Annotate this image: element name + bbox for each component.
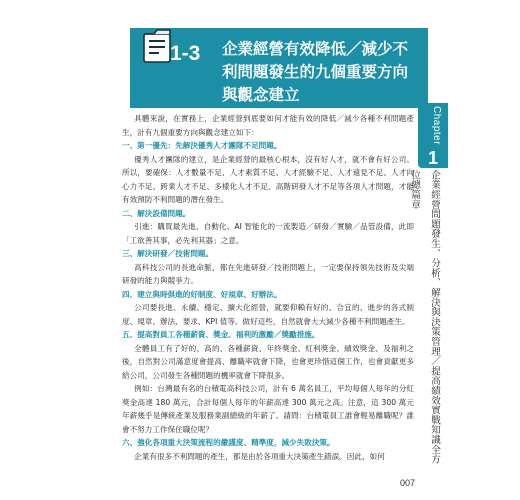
page-title: [222, 38, 422, 107]
chapter-number: 1: [427, 148, 438, 168]
chapter-label: Chapter: [431, 106, 442, 146]
section-paragraph: 例如：台灣最有名的台積電高科技公司，計有 6 萬名員工，平均每個人每年的分紅獎金高達 180 萬元，合計每個人每年的年薪高達 300 萬元之高。注意，這 300 萬元年薪幾乎是傳統產業及服務業副總級的年薪了。請問：台積電員工誰會輕易離職呢？誰會不努力工作保住職位呢？: [122, 384, 414, 434]
section-number: 1-3: [170, 42, 201, 65]
section-paragraph: 高科技公司的長進命脈，都在先進研發／技術問題上，一定要保持領先技術及尖端研發的能力與競爭力。: [122, 262, 414, 285]
section-heading: 五、提高對員工各種薪資、獎金、福利的激勵／獎勵措施。: [122, 330, 320, 339]
section-heading: 一、第一優先：先解決優秀人才團隊不足問題。: [122, 141, 282, 150]
page-number: 007: [400, 478, 416, 488]
intro-paragraph: 具體來說，在實務上，企業經營到底要如何才能有效的降低／減少各種不利問題產生，計有九個重要方向與觀念建立如下：: [122, 114, 414, 137]
section-heading: 六、強化各項重大決策流程的嚴謹度、精準度，減少失敗決策。: [122, 438, 335, 447]
title-line: 與觀念建立: [222, 86, 300, 104]
section-heading: 二、解決設備問題。: [122, 208, 191, 218]
chapter-vertical-title: 企業經營問題發生、分析、解決與決策管理／提高績效實戰知識全方位總篇章: [409, 170, 440, 464]
section-paragraph: 優秀人才團隊的建立，是企業經營的最核心根本，沒有好人才，就不會有好公司。所以，要確保：人才數量不足、人才素質不足、人才經驗不足、人才遠見不足、人才向心力不足、跨業人才不足、多樣化人才不足、高階研發人才不足等各項人才問題，才能有效預防不利問題的潛在發生。: [122, 154, 414, 204]
section-paragraph: 公司要長進、永續、穩定、擴大化經營，就要仰賴有好的、合宜的、進步的各式制度、規章、辦法、要求、KPI 值等。做好這些，自然就會大大減少各種不利問題產生。: [122, 303, 414, 326]
body-content: [122, 112, 414, 463]
section-paragraph: 引進：購買最先進、自動化、AI 智能化的一流製造／研發／實驗／品管設備，此即「工欲善其事，必先利其器」之意。: [122, 222, 414, 245]
section-paragraph: 企業有很多不利問題的產生，都是由於各項重大決策產生錯誤。因此，如何: [134, 451, 385, 461]
title-line: 利問題發生的九個重要方向: [222, 63, 409, 81]
section-heading: 三、解決研發／技術問題。: [122, 249, 214, 258]
title-line: 企業經營有效降低／減少不: [222, 40, 409, 58]
section-paragraph: 全體員工有了好的、高的、各種薪資、年終獎金、紅利獎金、績效獎金、及福利之後，自然對公司滿意度會提高、離職率就會下降，也會更珍惜這個工作，也會貢獻更多給公司，公司發生各種問題的機率就會下降很多。: [122, 343, 414, 380]
section-heading: 四、建立與時俱進的好制度、好規章、好辦法。: [122, 289, 282, 299]
